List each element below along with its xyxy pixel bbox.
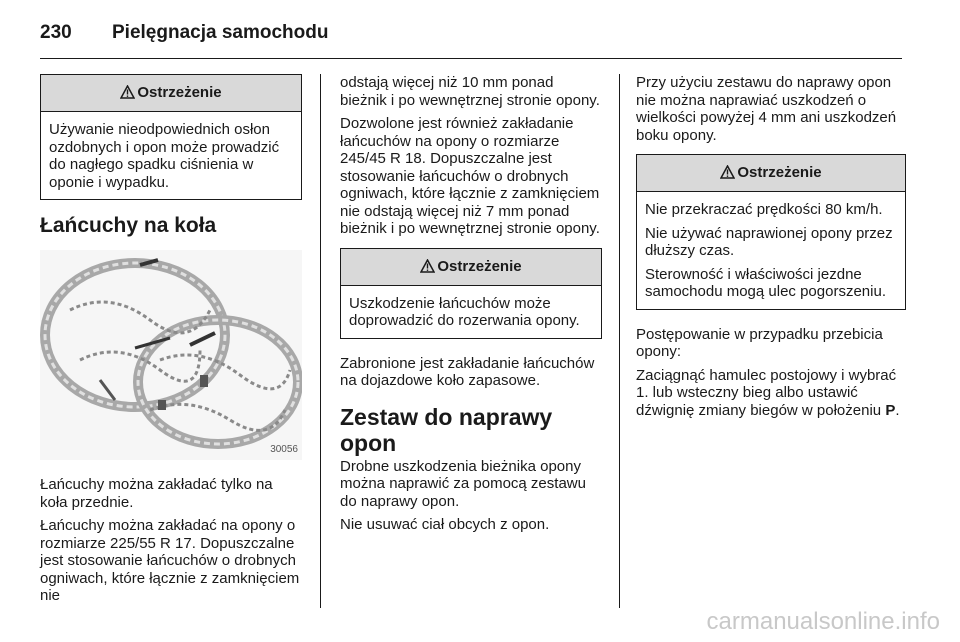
paragraph: Zabronione jest zakładanie łańcuchów na dojazdowe koło zapasowe.: [340, 354, 595, 389]
warning-title: Ostrzeżenie: [737, 164, 822, 181]
warning-header: [41, 75, 301, 112]
page-number: 230: [40, 22, 72, 43]
sentence-end: .: [895, 401, 900, 419]
warning-triangle-icon: [420, 251, 435, 287]
warning-title: Ostrzeżenie: [137, 84, 222, 101]
gear-position-p: P: [885, 401, 896, 419]
paragraph-text: Zaciągnąć hamulec postojowy i wybrać 1. lub wsteczny bieg albo ustawić dźwignię zmiany biegów w położeniu: [636, 366, 897, 419]
warning-text: Sterowność i właściwości jezdne samochodu mogą ulec pogorszeniu.: [645, 265, 886, 300]
warning-box-3: [636, 154, 906, 310]
column-2: [340, 74, 602, 540]
paragraph: Łańcuchy można zakładać na opony o rozmiarze 225/55 R 17. Dopuszczalne jest stosowanie łańcuchów o drobnych ogniwach, które łącznie z zamknięciem nie: [40, 517, 300, 604]
column-divider-1: [320, 74, 321, 608]
paragraph: Łańcuchy można zakładać tylko na koła przednie.: [40, 476, 273, 511]
column-3: [636, 74, 906, 425]
warning-text: Nie przekraczać prędkości 80 km/h.: [645, 201, 883, 218]
paragraph: [636, 367, 906, 420]
warning-header: [637, 155, 905, 192]
warning-title: Ostrzeżenie: [437, 257, 522, 275]
warning-text: Używanie nieodpowiednich osłon ozdobnych i opon może prowadzić do nagłego spadku ciśnienia w oponie i wypadku.: [49, 121, 280, 191]
page-header: [40, 22, 328, 44]
warning-triangle-icon: [720, 157, 735, 193]
warning-header: [341, 249, 601, 286]
watermark: carmanualsonline.info: [706, 608, 940, 635]
warning-triangle-icon: [120, 77, 135, 113]
paragraph: Dozwolone jest również zakładanie łańcuchów na opony o rozmiarze 245/45 R 18. Dopuszczalne jest stosowanie łańcuchów o drobnych ogniwach, które łącznie z zamknięciem nie odstają więcej niż 7 mm ponad bieżnik i po wewnętrznej stronie opony.: [340, 115, 600, 237]
paragraph: Przy użyciu zestawu do naprawy opon nie można naprawiać uszkodzeń o wielkości powyżej 4 mm ani uszkodzeń boku opony.: [636, 74, 897, 144]
figure-number: 30056: [270, 443, 298, 455]
column-divider-2: [619, 74, 620, 608]
section-title: Pielęgnacja samochodu: [112, 22, 329, 43]
paragraph: odstają więcej niż 10 mm ponad bieżnik i po wewnętrznej stronie opony.: [340, 74, 600, 109]
warning-box-1: [40, 74, 302, 200]
snow-chains-illustration: [40, 250, 302, 460]
header-rule: [40, 58, 902, 59]
heading-tyre-repair-kit: Zestaw do naprawy opon: [340, 403, 553, 456]
warning-box-2: [340, 248, 602, 339]
paragraph: Postępowanie w przypadku przebicia opony:: [636, 325, 883, 360]
paragraph: Drobne uszkodzenia bieżnika opony można naprawić za pomocą zestawu do naprawy opon.: [340, 457, 586, 510]
column-1: [40, 74, 302, 611]
warning-text: Nie używać naprawionej opony przez dłuższy czas.: [645, 224, 893, 259]
snow-chains-figure: [40, 250, 302, 460]
warning-text: Uszkodzenie łańcuchów może doprowadzić do rozerwania opony.: [349, 294, 580, 329]
heading-snow-chains: Łańcuchy na koła: [40, 214, 217, 237]
paragraph: Nie usuwać ciał obcych z opon.: [340, 516, 550, 533]
